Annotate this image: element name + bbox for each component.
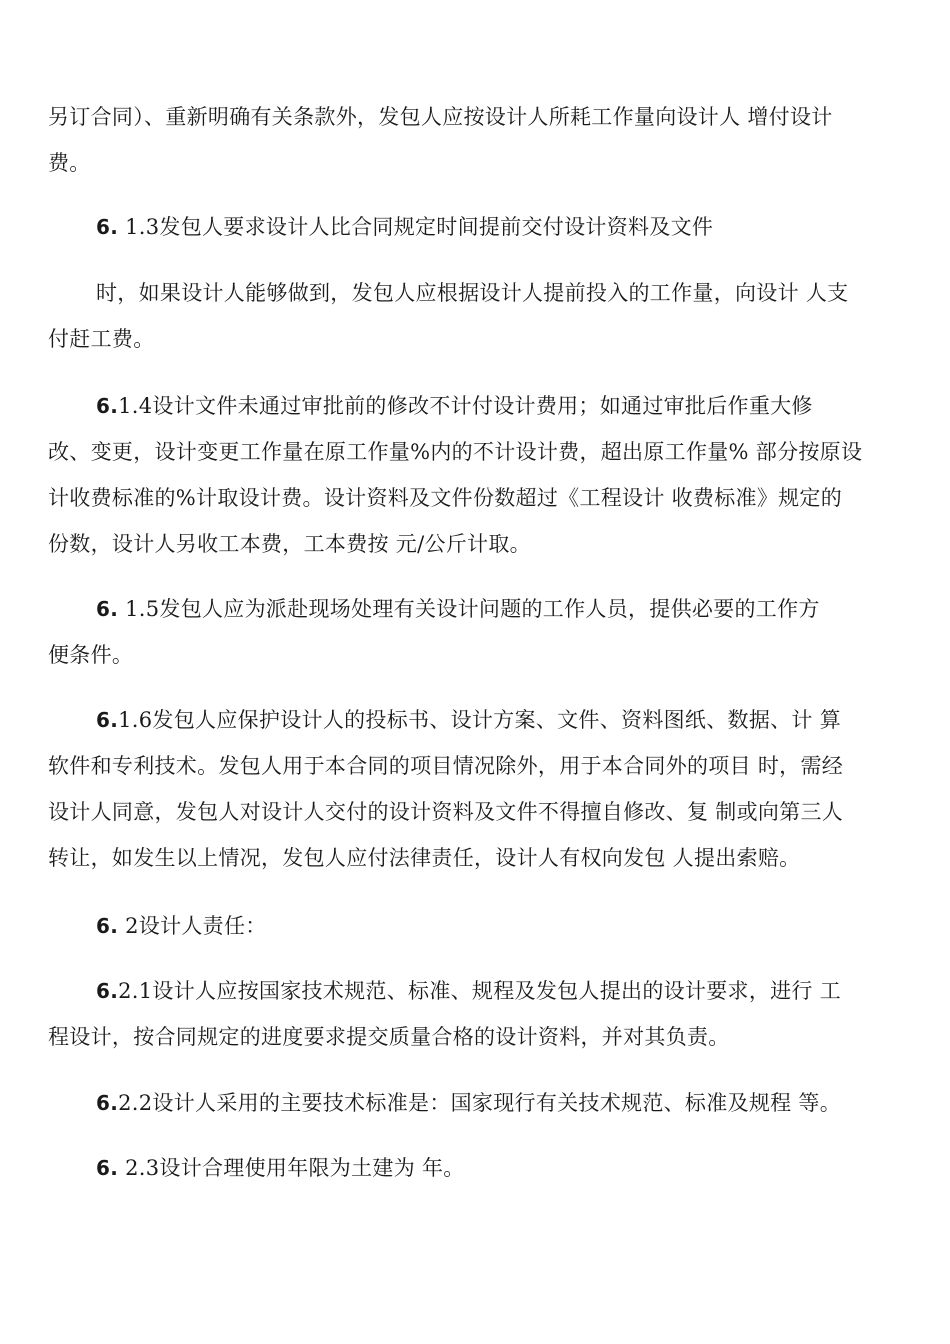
clause-text: 2.1设计人应按国家技术规范、标准、规程及发包人提出的设计要求，进行 工 (118, 979, 841, 1003)
clause-6-2-2 (48, 1080, 902, 1126)
clause-6-1-5 (48, 586, 902, 678)
text-line: 程设计，按合同规定的进度要求提交质量合格的设计资料，并对其负责。 (48, 1025, 730, 1049)
clause-number: 6. (96, 215, 119, 239)
text-line: 时，如果设计人能够做到，发包人应根据设计人提前投入的工作量，向设计 人支 (96, 281, 849, 305)
clause-text: 2.2设计人采用的主要技术标准是：国家现行有关技术规范、标准及规程 等。 (118, 1091, 841, 1115)
clause-number: 6. (96, 597, 119, 621)
text-line: 份数，设计人另收工本费，工本费按 元/公斤计取。 (48, 532, 531, 556)
text-line (48, 968, 902, 1014)
paragraph-continuation-fee (48, 94, 902, 186)
clause-text: 1.3发包人要求设计人比合同规定时间提前交付设计资料及文件 (125, 215, 714, 239)
text-line: 设计人同意，发包人对设计人交付的设计资料及文件不得擅自修改、复 制或向第三人 (48, 800, 844, 824)
text-line (48, 383, 902, 429)
clause-text: 2.3设计合理使用年限为土建为 年。 (125, 1156, 465, 1180)
text-line: 改、变更，设计变更工作量在原工作量%内的不计设计费，超出原工作量% 部分按原设 (48, 440, 863, 464)
clause-6-1-4 (48, 383, 902, 567)
clause-number: 6. (96, 1156, 119, 1180)
text-line (48, 903, 902, 949)
text-line: 付赶工费。 (48, 327, 155, 351)
clause-number: 6. (96, 394, 119, 418)
text-line: 计收费标准的%计取设计费。设计资料及文件份数超过《工程设计 收费标准》规定的 (48, 486, 843, 510)
clause-number: 6. (96, 1091, 119, 1115)
text-line (48, 1145, 902, 1191)
clause-6-2-1 (48, 968, 902, 1060)
text-line: 费。 (48, 151, 91, 175)
text-line (48, 1080, 902, 1126)
clause-number: 6. (96, 979, 119, 1003)
clause-number: 6. (96, 914, 119, 938)
clause-6-2-heading (48, 903, 902, 949)
clause-6-1-3 (48, 204, 902, 250)
clause-text: 1.4设计文件未通过审批前的修改不计付设计费用；如通过审批后作重大修 (118, 394, 813, 418)
paragraph-rush-fee (48, 270, 902, 362)
clause-number: 6. (96, 708, 119, 732)
clause-6-2-3 (48, 1145, 902, 1191)
text-line: 软件和专利技术。发包人用于本合同的项目情况除外，用于本合同外的项目 时，需经 (48, 754, 844, 778)
clause-text: 1.6发包人应保护设计人的投标书、设计方案、文件、资料图纸、数据、计 算 (118, 708, 841, 732)
clause-text: 1.5发包人应为派赴现场处理有关设计问题的工作人员，提供必要的工作方 (125, 597, 820, 621)
text-line (48, 586, 902, 632)
text-line (48, 204, 902, 250)
clause-6-1-6 (48, 697, 902, 881)
text-line: 转让，如发生以上情况，发包人应付法律责任，设计人有权向发包 人提出索赔。 (48, 846, 801, 870)
clause-text: 2设计人责任： (125, 914, 267, 938)
text-line: 便条件。 (48, 643, 134, 667)
text-line (48, 697, 902, 743)
text-line: 另订合同）、重新明确有关条款外，发包人应按设计人所耗工作量向设计人 增付设计 (48, 105, 833, 129)
